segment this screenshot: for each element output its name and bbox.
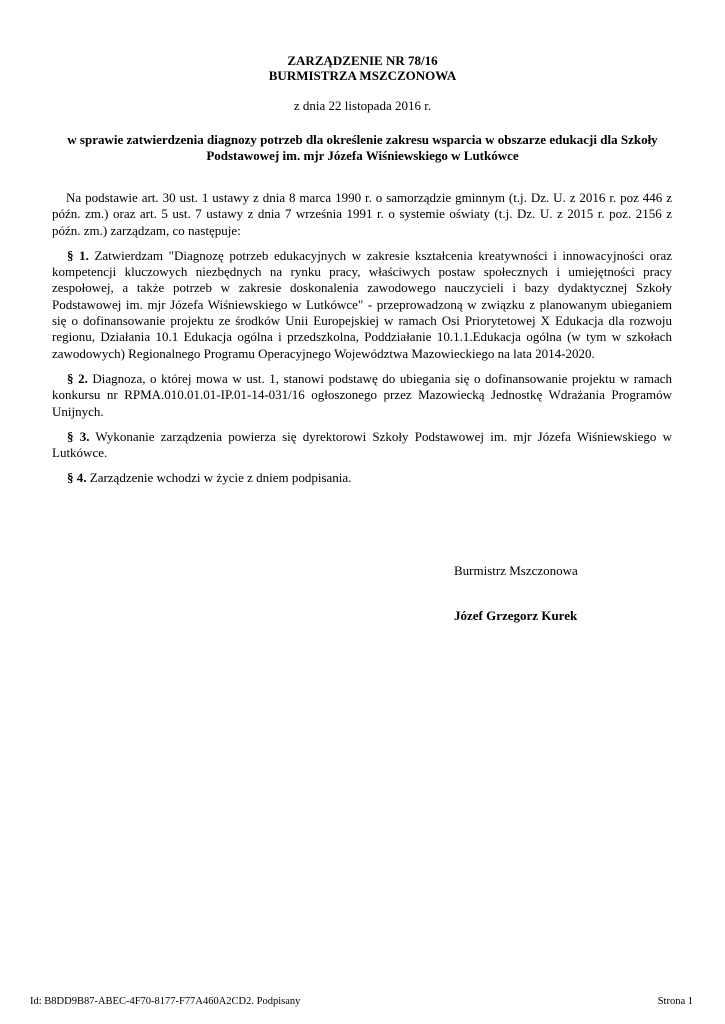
- section-1: [52, 248, 672, 362]
- section-4-text: Zarządzenie wchodzi w życie z dniem podpisania.: [89, 470, 352, 486]
- signatory-name: Józef Grzegorz Kurek: [454, 608, 578, 623]
- section-3-number: § 3.: [67, 428, 90, 444]
- document-subject: w sprawie zatwierdzenia diagnozy potrzeb dla określenie zakresu wsparcia w obszarze edukacji dla Szkoły Podstawowej im. mjr Józefa Wiśniewskiego w Lutkówce: [67, 132, 658, 163]
- document-date: z dnia 22 listopada 2016 r.: [293, 98, 432, 113]
- document-body: [52, 190, 672, 496]
- page-number-footer: Strona 1: [657, 996, 693, 1007]
- section-1-number: § 1.: [67, 247, 89, 263]
- section-2: [52, 371, 672, 420]
- document-id-footer: Id: B8DD9B87-ABEC-4F70-8177-F77A460A2CD2. Podpisany: [30, 996, 301, 1007]
- section-2-text: Diagnoza, o której mowa w ust. 1, stanowi podstawę do ubiegania się o dofinansowanie projektu w ramach konkursu nr RPMA.010.01.01-IP.01-14-031/16 ogłoszonego przez Mazowiecką Jednostkę Wdrażania Programów Unijnych.: [52, 370, 673, 419]
- section-1-text: Zatwierdzam "Diagnozę potrzeb edukacyjnych w zakresie kształcenia kreatywności i innowacyjności oraz kompetencji kluczowych niezbędnych na rynku pracy, właściwych postaw społecznych i umiejętności pracy zespołowej, a także potrzeb w zakresie doskonalenia zawodowego nauczycieli i bazy dydaktycznej Szkoły Podstawowej im. mjr Józefa Wiśniewskiego w Lutkówce" - przeprowadzoną w związku z planowanym ubieganiem się o dofinansowanie projektu ze środków Unii Europejskiej w ramach Osi Priorytetowej X Edukacja dla rozwoju regionu, Działania 10.1 Edukacja ogólna i przedszkolna, Poddziałanie 10.1.1.Edukacja ogólna (w tym w szkołach zawodowych) Regionalnego Programu Operacyjnego Województwa Mazowieckiego na lata 2014-2020.: [52, 247, 672, 361]
- section-4-number: § 4.: [67, 470, 87, 486]
- section-3-text: Wykonanie zarządzenia powierza się dyrektorowi Szkoły Podstawowej im. mjr Józefa Wiśniewskiego w Lutkówce.: [52, 428, 672, 461]
- section-3: [52, 429, 672, 462]
- document-title-line1: ZARZĄDZENIE NR 78/16: [287, 53, 438, 68]
- document-title-line2: BURMISTRZA MSZCZONOWA: [268, 68, 457, 83]
- legal-basis-paragraph: Na podstawie art. 30 ust. 1 ustawy z dnia 8 marca 1990 r. o samorządzie gminnym (t.j. Dz. U. z 2016 r. poz 446 z późn. zm.) oraz art. 5 ust. 7 ustawy z dnia 7 września 1991 r. o systemie oświaty (t.j. Dz. U. z 2015 r. poz. 2156 z późn. zm.) zarządzam, co następuje:: [52, 190, 672, 238]
- section-4: [52, 470, 672, 486]
- section-2-number: § 2.: [67, 370, 88, 386]
- signatory-title: Burmistrz Mszczonowa: [454, 563, 578, 578]
